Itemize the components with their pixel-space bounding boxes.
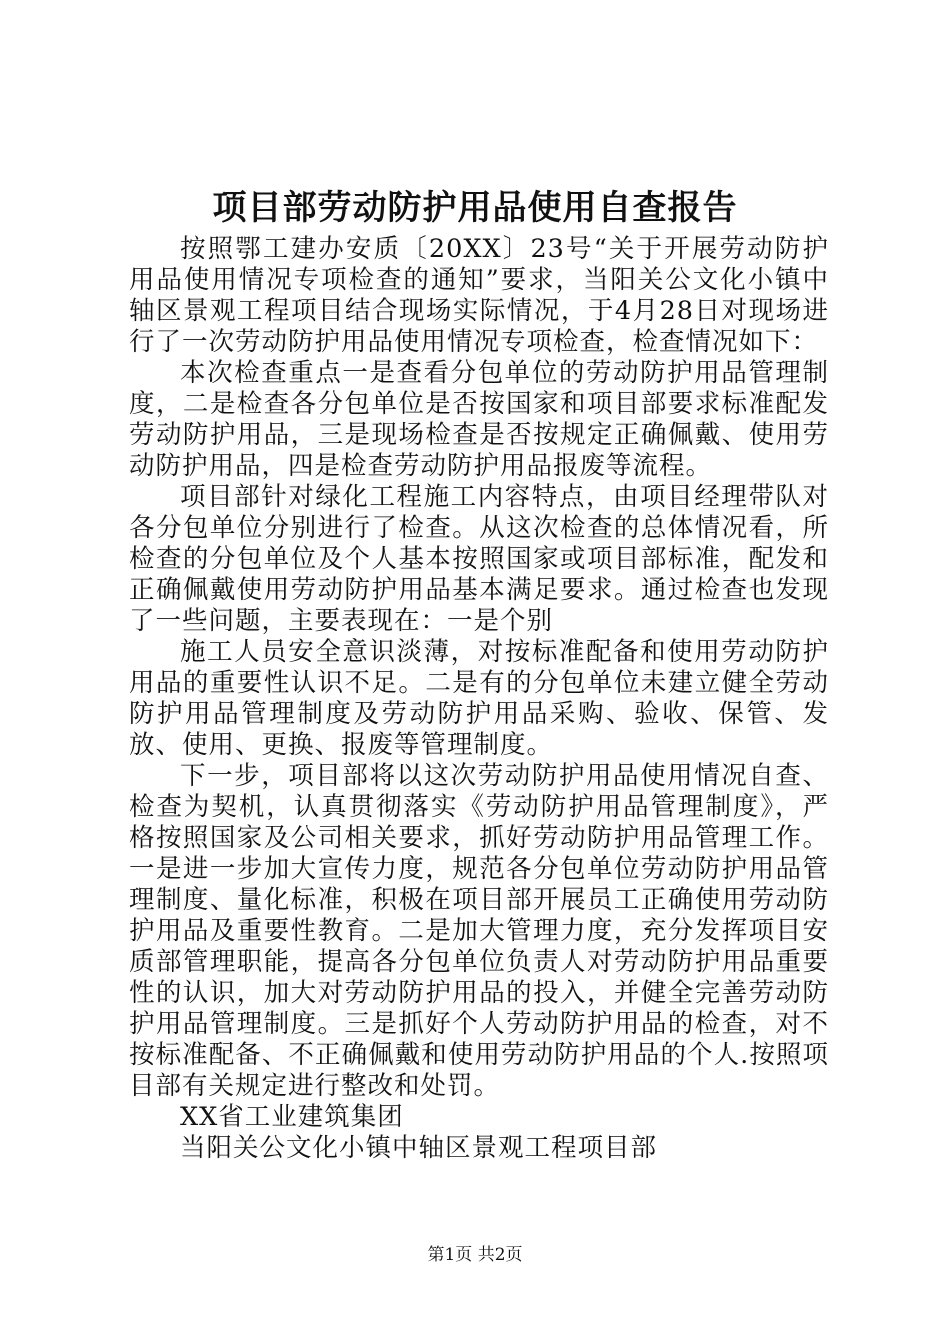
signature-department: 当阳关公文化小镇中轴区景观工程项目部 bbox=[180, 1133, 658, 1163]
document-body bbox=[129, 234, 829, 1164]
paragraph-next-steps: 下一步，项目部将以这次劳动防护用品使用情况自查、检查为契机，认真贯彻落实《劳动防护用品管理制度》，严格按照国家及公司相关要求，抓好劳动防护用品管理工作。一是进一步加大宣传力度，规范各分包单位劳动防护用品管理制度、量化标准，积极在项目部开展员工正确使用劳动防护用品及重要性教育。二是加大管理力度，充分发挥项目安质部管理职能，提高各分包单位负责人对劳动防护用品重要性的认识，加大对劳动防护用品的投入，并健全完善劳动防护用品管理制度。三是抓好个人劳动防护用品的检查，对不按标准配备、不正确佩戴和使用劳动防护用品的个人.按照项目部有关规定进行整改和处罚。 bbox=[129, 761, 829, 1101]
paragraph-inspection-results: 项目部针对绿化工程施工内容特点，由项目经理带队对各分包单位分别进行了检查。从这次检查的总体情况看，所检查的分包单位及个人基本按照国家或项目部标准，配发和正确佩戴使用劳动防护用品基本满足要求。通过检查也发现了一些问题，主要表现在：一是个别 bbox=[129, 482, 829, 636]
page-footer: 第1页 共2页 bbox=[427, 1245, 523, 1265]
paragraph-inspection-focus: 本次检查重点一是查看分包单位的劳动防护用品管理制度，二是检查各分包单位是否按国家和项目部要求标准配发劳动防护用品，三是现场检查是否按规定正确佩戴、使用劳动防护用品，四是检查劳动防护用品报废等流程。 bbox=[129, 358, 829, 481]
signature-organization: XX省工业建筑集团 bbox=[180, 1102, 404, 1132]
document-title: 项目部劳动防护用品使用自查报告 bbox=[212, 188, 738, 228]
paragraph-problems: 施工人员安全意识淡薄，对按标准配备和使用劳动防护用品的重要性认识不足。二是有的分包单位未建立健全劳动防护用品管理制度及劳动防护用品采购、验收、保管、发放、使用、更换、报废等管理制度。 bbox=[129, 637, 829, 760]
paragraph-intro: 按照鄂工建办安质〔20XX〕23号“关于开展劳动防护用品使用情况专项检查的通知”要求，当阳关公文化小镇中轴区景观工程项目结合现场实际情况，于4月28日对现场进行了一次劳动防护用品使用情况专项检查，检查情况如下： bbox=[129, 234, 829, 357]
